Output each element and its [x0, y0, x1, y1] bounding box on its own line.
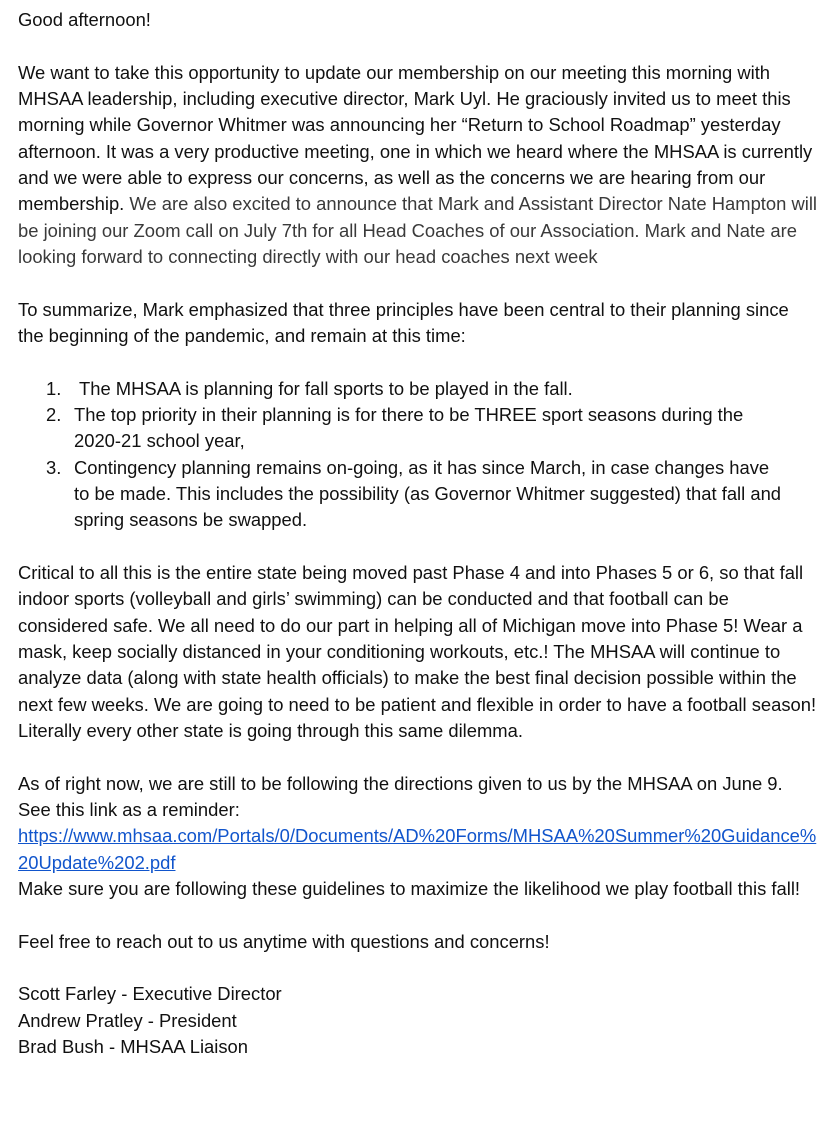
meeting-update-paragraph	[18, 60, 818, 270]
list-item	[18, 376, 818, 402]
signature-line: Brad Bush - MHSAA Liaison	[18, 1036, 248, 1057]
list-item	[18, 402, 818, 455]
greeting: Good afternoon!	[18, 9, 151, 30]
list-item-text: Contingency planning remains on-going, as it has since March, in case changes have to be made. This includes the possibility (as Governor Whitmer suggested) that fall and spring seasons be swapped.	[74, 456, 782, 531]
list-item-text: The top priority in their planning is for there to be THREE sport seasons during the 2020-21 school year,	[74, 404, 744, 452]
guidelines-reminder: Make sure you are following these guidelines to maximize the likelihood we play football this fall!	[18, 877, 801, 899]
list-item-number: 1.	[46, 377, 62, 399]
directions-paragraph	[18, 771, 818, 902]
signature-line: Andrew Pratley - President	[18, 1009, 237, 1031]
phase-paragraph: Critical to all this is the entire state being moved past Phase 4 and into Phases 5 or 6, so that fall indoor sports (volleyball and girls’ swimming) can be conducted and that football can be considered safe. We all need to do our part in helping all of Michigan move into Phase 5! Wear a mask, keep socially distanced in your conditioning workouts, etc.! The MHSAA will continue to analyze data (along with state health officials) to make the best final decision possible within the next few weeks. We are going to need to be patient and flexible in order to have a football season! Literally every other state is going through this same dilemma.	[18, 562, 817, 741]
letter-body	[18, 7, 818, 1060]
directions-intro: As of right now, we are still to be following the directions given to us by the MHSAA on June 9. See this link as a reminder:	[18, 772, 783, 820]
list-item	[18, 455, 818, 534]
list-item-text: The MHSAA is planning for fall sports to be played in the fall.	[79, 377, 573, 399]
meeting-update-text: We want to take this opportunity to update our membership on our meeting this morning with MHSAA leadership, including executive director, Mark Uyl. He graciously invited us to meet this morning while Governor Whitmer was announcing her “Return to School Roadmap” yesterday afternoon. It was a very productive meeting, one in which we heard where the MHSAA is currently and we were able to express our concerns, as well as the concerns we are hearing from our membership.	[18, 61, 813, 215]
zoom-call-announcement-text: We are also excited to announce that Mark and Assistant Director Nate Hampton will be joining our Zoom call on July 7th for all Head Coaches of our Association. Mark and Nate are looking forward to connecting directly with our head coaches next week	[18, 193, 818, 267]
list-item-number: 2.	[46, 404, 62, 426]
contact-paragraph: Feel free to reach out to us anytime with questions and concerns!	[18, 930, 550, 952]
signature-block	[18, 981, 818, 1060]
principles-list	[18, 376, 818, 534]
summary-intro-paragraph: To summarize, Mark emphasized that three principles have been central to their planning since the beginning of the pandemic, and remain at this time:	[18, 298, 789, 346]
signature-line: Scott Farley - Executive Director	[18, 983, 282, 1005]
list-item-number: 3.	[46, 456, 62, 478]
guidance-pdf-link[interactable]: https://www.mhsaa.com/Portals/0/Documents/AD%20Forms/MHSAA%20Summer%20Guidance%20Update%202.pdf	[18, 825, 817, 873]
